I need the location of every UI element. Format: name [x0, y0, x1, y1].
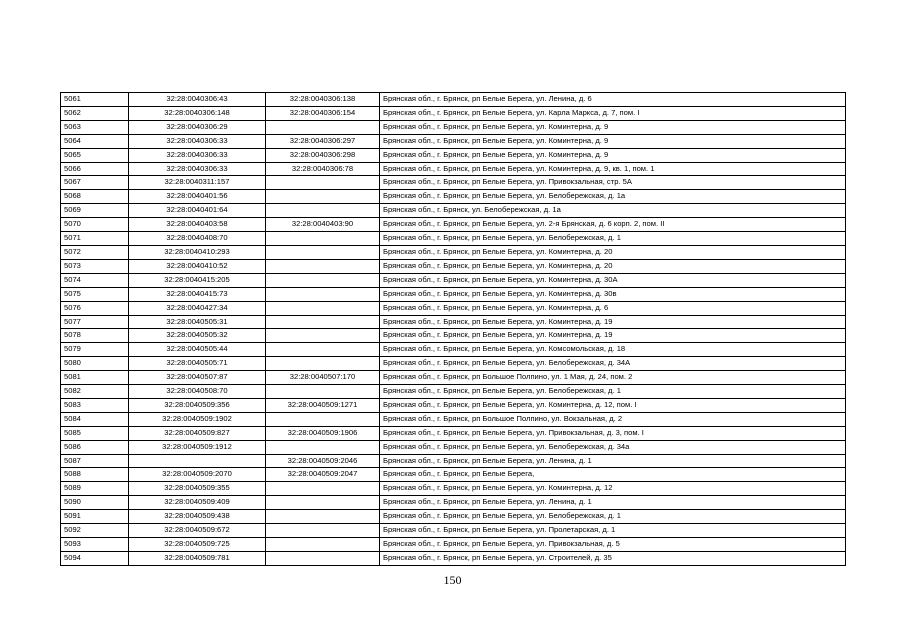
table-row: [61, 106, 846, 120]
row-number-cell: 5088: [61, 468, 129, 482]
object-cadastral-number-cell: 32:28:0040306:154: [266, 106, 380, 120]
parcel-cadastral-number-cell: 32:28:0040306:33: [129, 162, 266, 176]
address-cell: Брянская обл., г. Брянск, рп Белые Берега, ул. Комсомольская, д. 18: [380, 343, 846, 357]
row-number-cell: 5083: [61, 398, 129, 412]
parcel-cadastral-number-cell: 32:28:0040509:409: [129, 496, 266, 510]
parcel-cadastral-number-cell: 32:28:0040306:148: [129, 106, 266, 120]
address-cell: Брянская обл., г. Брянск, рп Белые Берега,: [380, 468, 846, 482]
parcel-cadastral-number-cell: 32:28:0040509:1902: [129, 412, 266, 426]
address-cell: Брянская обл., г. Брянск, рп Белые Берега, ул. Коминтерна, д. 9: [380, 148, 846, 162]
object-cadastral-number-cell: 32:28:0040507:170: [266, 371, 380, 385]
parcel-cadastral-number-cell: 32:28:0040509:827: [129, 426, 266, 440]
table-row: [61, 426, 846, 440]
object-cadastral-number-cell: [266, 510, 380, 524]
address-cell: Брянская обл., г. Брянск, рп Белые Берега, ул. Коминтерна, д. 9, кв. 1, пом. 1: [380, 162, 846, 176]
table-row: [61, 538, 846, 552]
table-row: [61, 385, 846, 399]
address-cell: Брянская обл., г. Брянск, рп Белые Берега, ул. Привокзальная, д. 3, пом. I: [380, 426, 846, 440]
parcel-cadastral-number-cell: 32:28:0040415:73: [129, 287, 266, 301]
table-row: [61, 120, 846, 134]
parcel-cadastral-number-cell: 32:28:0040427:34: [129, 301, 266, 315]
table-row: [61, 329, 846, 343]
address-cell: Брянская обл., г. Брянск, рп Белые Берега, ул. 2-я Брянская, д. 6 корп. 2, пом. II: [380, 218, 846, 232]
row-number-cell: 5086: [61, 440, 129, 454]
address-cell: Брянская обл., г. Брянск, рп Белые Берега, ул. Ленина, д. 1: [380, 454, 846, 468]
parcel-cadastral-number-cell: 32:28:0040509:1912: [129, 440, 266, 454]
address-cell: Брянская обл., г. Брянск, рп Белые Берега, ул. Коминтерна, д. 30А: [380, 273, 846, 287]
row-number-cell: 5089: [61, 482, 129, 496]
parcel-cadastral-number-cell: 32:28:0040505:71: [129, 357, 266, 371]
table-row: [61, 148, 846, 162]
parcel-cadastral-number-cell: 32:28:0040509:356: [129, 398, 266, 412]
table-row: [61, 412, 846, 426]
address-cell: Брянская обл., г. Брянск, рп Белые Берега, ул. Коминтерна, д. 19: [380, 315, 846, 329]
table-row: [61, 232, 846, 246]
row-number-cell: 5072: [61, 245, 129, 259]
object-cadastral-number-cell: [266, 204, 380, 218]
table-row: [61, 315, 846, 329]
table-row: [61, 162, 846, 176]
table-row: [61, 482, 846, 496]
row-number-cell: 5078: [61, 329, 129, 343]
table-row: [61, 190, 846, 204]
parcel-cadastral-number-cell: 32:28:0040508:70: [129, 385, 266, 399]
object-cadastral-number-cell: [266, 232, 380, 246]
row-number-cell: 5070: [61, 218, 129, 232]
address-cell: Брянская обл., г. Брянск, рп Белые Берега, ул. Строителей, д. 35: [380, 551, 846, 565]
object-cadastral-number-cell: 32:28:0040509:1906: [266, 426, 380, 440]
table-row: [61, 496, 846, 510]
registry-table-body: [61, 93, 846, 566]
object-cadastral-number-cell: [266, 551, 380, 565]
object-cadastral-number-cell: [266, 259, 380, 273]
address-cell: Брянская обл., г. Брянск, рп Белые Берега, ул. Коминтерна, д. 6: [380, 301, 846, 315]
object-cadastral-number-cell: 32:28:0040509:2046: [266, 454, 380, 468]
object-cadastral-number-cell: [266, 357, 380, 371]
table-row: [61, 343, 846, 357]
row-number-cell: 5073: [61, 259, 129, 273]
parcel-cadastral-number-cell: 32:28:0040306:29: [129, 120, 266, 134]
row-number-cell: 5084: [61, 412, 129, 426]
parcel-cadastral-number-cell: 32:28:0040509:781: [129, 551, 266, 565]
address-cell: Брянская обл., г. Брянск, ул. Белобережская, д. 1а: [380, 204, 846, 218]
parcel-cadastral-number-cell: [129, 454, 266, 468]
object-cadastral-number-cell: 32:28:0040306:138: [266, 93, 380, 107]
address-cell: Брянская обл., г. Брянск, рп Белые Берега, ул. Пролетарская, д. 1: [380, 524, 846, 538]
row-number-cell: 5066: [61, 162, 129, 176]
row-number-cell: 5074: [61, 273, 129, 287]
parcel-cadastral-number-cell: 32:28:0040507:87: [129, 371, 266, 385]
row-number-cell: 5082: [61, 385, 129, 399]
address-cell: Брянская обл., г. Брянск, рп Белые Берега, ул. Белобережская, д. 1а: [380, 190, 846, 204]
address-cell: Брянская обл., г. Брянск, рп Белые Берега, ул. Привокзальная, стр. 5А: [380, 176, 846, 190]
row-number-cell: 5065: [61, 148, 129, 162]
parcel-cadastral-number-cell: 32:28:0040415:205: [129, 273, 266, 287]
parcel-cadastral-number-cell: 32:28:0040306:33: [129, 148, 266, 162]
row-number-cell: 5071: [61, 232, 129, 246]
row-number-cell: 5063: [61, 120, 129, 134]
object-cadastral-number-cell: [266, 301, 380, 315]
table-row: [61, 398, 846, 412]
table-row: [61, 218, 846, 232]
address-cell: Брянская обл., г. Брянск, рп Белые Берега, ул. Коминтерна, д. 20: [380, 259, 846, 273]
object-cadastral-number-cell: [266, 524, 380, 538]
table-row: [61, 371, 846, 385]
row-number-cell: 5093: [61, 538, 129, 552]
table-row: [61, 551, 846, 565]
row-number-cell: 5091: [61, 510, 129, 524]
object-cadastral-number-cell: [266, 120, 380, 134]
object-cadastral-number-cell: [266, 343, 380, 357]
parcel-cadastral-number-cell: 32:28:0040505:44: [129, 343, 266, 357]
address-cell: Брянская обл., г. Брянск, рп Белые Берега, ул. Коминтерна, д. 19: [380, 329, 846, 343]
parcel-cadastral-number-cell: 32:28:0040509:672: [129, 524, 266, 538]
address-cell: Брянская обл., г. Брянск, рп Белые Берега, ул. Коминтерна, д. 20: [380, 245, 846, 259]
table-row: [61, 273, 846, 287]
address-cell: Брянская обл., г. Брянск, рп Большое Полпино, ул. Вокзальная, д. 2: [380, 412, 846, 426]
table-row: [61, 176, 846, 190]
address-cell: Брянская обл., г. Брянск, рп Белые Берега, ул. Привокзальная, д. 5: [380, 538, 846, 552]
object-cadastral-number-cell: [266, 482, 380, 496]
parcel-cadastral-number-cell: 32:28:0040410:293: [129, 245, 266, 259]
address-cell: Брянская обл., г. Брянск, рп Белые Берега, ул. Коминтерна, д. 9: [380, 134, 846, 148]
table-row: [61, 454, 846, 468]
table-row: [61, 93, 846, 107]
row-number-cell: 5077: [61, 315, 129, 329]
address-cell: Брянская обл., г. Брянск, рп Белые Берега, ул. Ленина, д. 6: [380, 93, 846, 107]
row-number-cell: 5085: [61, 426, 129, 440]
address-cell: Брянская обл., г. Брянск, рп Белые Берега, ул. Коминтерна, д. 12: [380, 482, 846, 496]
parcel-cadastral-number-cell: 32:28:0040401:56: [129, 190, 266, 204]
row-number-cell: 5080: [61, 357, 129, 371]
object-cadastral-number-cell: [266, 315, 380, 329]
parcel-cadastral-number-cell: 32:28:0040505:32: [129, 329, 266, 343]
object-cadastral-number-cell: 32:28:0040509:2047: [266, 468, 380, 482]
address-cell: Брянская обл., г. Брянск, рп Большое Полпино, ул. 1 Мая, д. 24, пом. 2: [380, 371, 846, 385]
address-cell: Брянская обл., г. Брянск, рп Белые Берега, ул. Белобережская, д. 34А: [380, 357, 846, 371]
table-row: [61, 287, 846, 301]
object-cadastral-number-cell: 32:28:0040306:297: [266, 134, 380, 148]
table-row: [61, 204, 846, 218]
row-number-cell: 5076: [61, 301, 129, 315]
table-row: [61, 440, 846, 454]
parcel-cadastral-number-cell: 32:28:0040306:43: [129, 93, 266, 107]
parcel-cadastral-number-cell: 32:28:0040306:33: [129, 134, 266, 148]
address-cell: Брянская обл., г. Брянск, рп Белые Берега, ул. Белобережская, д. 34а: [380, 440, 846, 454]
table-row: [61, 468, 846, 482]
object-cadastral-number-cell: [266, 538, 380, 552]
row-number-cell: 5079: [61, 343, 129, 357]
address-cell: Брянская обл., г. Брянск, рп Белые Берега, ул. Коминтерна, д. 12, пом. I: [380, 398, 846, 412]
object-cadastral-number-cell: [266, 190, 380, 204]
row-number-cell: 5081: [61, 371, 129, 385]
parcel-cadastral-number-cell: 32:28:0040509:2070: [129, 468, 266, 482]
row-number-cell: 5069: [61, 204, 129, 218]
address-cell: Брянская обл., г. Брянск, рп Белые Берега, ул. Белобережская, д. 1: [380, 385, 846, 399]
address-cell: Брянская обл., г. Брянск, рп Белые Берега, ул. Белобережская, д. 1: [380, 510, 846, 524]
row-number-cell: 5094: [61, 551, 129, 565]
object-cadastral-number-cell: 32:28:0040306:298: [266, 148, 380, 162]
parcel-cadastral-number-cell: 32:28:0040403:58: [129, 218, 266, 232]
parcel-cadastral-number-cell: 32:28:0040509:438: [129, 510, 266, 524]
row-number-cell: 5087: [61, 454, 129, 468]
table-row: [61, 524, 846, 538]
parcel-cadastral-number-cell: 32:28:0040311:157: [129, 176, 266, 190]
object-cadastral-number-cell: 32:28:0040509:1271: [266, 398, 380, 412]
address-cell: Брянская обл., г. Брянск, рп Белые Берега, ул. Ленина, д. 1: [380, 496, 846, 510]
parcel-cadastral-number-cell: 32:28:0040401:64: [129, 204, 266, 218]
parcel-cadastral-number-cell: 32:28:0040408:70: [129, 232, 266, 246]
row-number-cell: 5061: [61, 93, 129, 107]
table-row: [61, 245, 846, 259]
row-number-cell: 5064: [61, 134, 129, 148]
row-number-cell: 5092: [61, 524, 129, 538]
parcel-cadastral-number-cell: 32:28:0040509:355: [129, 482, 266, 496]
table-row: [61, 259, 846, 273]
address-cell: Брянская обл., г. Брянск, рп Белые Берега, ул. Карла Маркса, д. 7, пом. I: [380, 106, 846, 120]
address-cell: Брянская обл., г. Брянск, рп Белые Берега, ул. Коминтерна, д. 9: [380, 120, 846, 134]
object-cadastral-number-cell: 32:28:0040306:78: [266, 162, 380, 176]
object-cadastral-number-cell: [266, 412, 380, 426]
table-row: [61, 301, 846, 315]
table-row: [61, 357, 846, 371]
object-cadastral-number-cell: 32:28:0040403:90: [266, 218, 380, 232]
property-registry-table: [60, 92, 846, 566]
object-cadastral-number-cell: [266, 245, 380, 259]
object-cadastral-number-cell: [266, 440, 380, 454]
row-number-cell: 5075: [61, 287, 129, 301]
parcel-cadastral-number-cell: 32:28:0040509:725: [129, 538, 266, 552]
row-number-cell: 5068: [61, 190, 129, 204]
table-row: [61, 510, 846, 524]
object-cadastral-number-cell: [266, 176, 380, 190]
object-cadastral-number-cell: [266, 496, 380, 510]
object-cadastral-number-cell: [266, 385, 380, 399]
row-number-cell: 5062: [61, 106, 129, 120]
row-number-cell: 5090: [61, 496, 129, 510]
object-cadastral-number-cell: [266, 329, 380, 343]
object-cadastral-number-cell: [266, 287, 380, 301]
table-row: [61, 134, 846, 148]
row-number-cell: 5067: [61, 176, 129, 190]
address-cell: Брянская обл., г. Брянск, рп Белые Берега, ул. Коминтерна, д. 30в: [380, 287, 846, 301]
parcel-cadastral-number-cell: 32:28:0040505:31: [129, 315, 266, 329]
page-number: 150: [443, 573, 462, 587]
object-cadastral-number-cell: [266, 273, 380, 287]
parcel-cadastral-number-cell: 32:28:0040410:52: [129, 259, 266, 273]
address-cell: Брянская обл., г. Брянск, рп Белые Берега, ул. Белобережская, д. 1: [380, 232, 846, 246]
